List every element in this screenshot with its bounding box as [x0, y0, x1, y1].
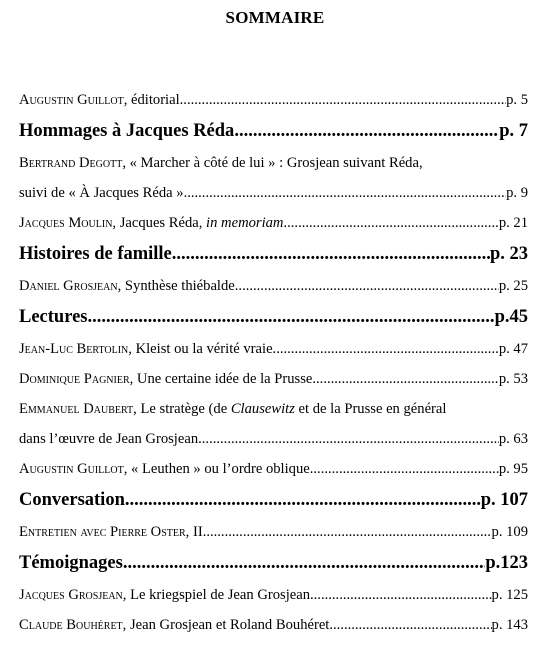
- toc-entry-text: [19, 85, 180, 115]
- dot-leader: [180, 85, 506, 115]
- toc-page-number: p. 125: [491, 587, 528, 603]
- dot-leader: [312, 364, 498, 394]
- table-of-contents: [19, 85, 528, 640]
- toc-page-number: p. 21: [498, 215, 528, 231]
- toc-section-heading: [19, 484, 528, 517]
- toc-title: Le stratège (de: [140, 401, 231, 417]
- toc-section-title: Témoignages: [19, 553, 123, 573]
- toc-entry: [19, 334, 528, 364]
- dot-leader: [198, 424, 499, 454]
- toc-separator: ,: [117, 278, 125, 294]
- dot-leader: [310, 580, 492, 610]
- toc-author: Dominique Pagnier: [19, 371, 130, 387]
- dot-leader: [203, 517, 492, 547]
- toc-title: Une certaine idée de la Prusse: [136, 371, 313, 387]
- toc-author: Bertrand Degott: [19, 155, 123, 171]
- toc-page-number: p. 53: [498, 371, 528, 387]
- toc-entry-line: [19, 394, 528, 424]
- dot-leader: [329, 610, 491, 640]
- toc-section-title: Conversation: [19, 490, 125, 510]
- toc-title: éditorial: [131, 92, 180, 108]
- toc-page-number: p.45: [494, 307, 528, 327]
- toc-title: suivi de « À Jacques Réda »: [19, 185, 184, 201]
- toc-section-heading: [19, 301, 528, 334]
- toc-title: Jean Grosjean et Roland Bouhéret: [129, 617, 330, 633]
- dot-leader: [172, 238, 490, 271]
- dot-leader: [235, 271, 499, 301]
- toc-page-number: p. 7: [499, 121, 528, 141]
- toc-entry: [19, 454, 528, 484]
- toc-title: « Marcher à côté de lui » : Grosjean suivant Réda,: [129, 155, 423, 171]
- toc-author: Entretien avec Pierre Oster, II: [19, 524, 203, 540]
- toc-entry-text: [19, 610, 329, 640]
- toc-entry: [19, 178, 528, 208]
- toc-entry: [19, 424, 528, 454]
- toc-author: Jacques Moulin: [19, 215, 113, 231]
- toc-section-heading: [19, 547, 528, 580]
- dot-leader: [283, 208, 498, 238]
- dot-leader: [125, 484, 481, 517]
- toc-entry-line: [19, 148, 528, 178]
- toc-page-number: p. 23: [489, 244, 528, 264]
- toc-page-number: p. 95: [498, 461, 528, 477]
- toc-section-title: Lectures: [19, 307, 88, 327]
- toc-entry: [19, 85, 528, 115]
- toc-section-title: Hommages à Jacques Réda: [19, 121, 235, 141]
- page-title: SOMMAIRE: [225, 8, 325, 27]
- toc-title: Kleist ou la vérité vraie: [135, 341, 273, 357]
- toc-separator: ,: [123, 92, 132, 108]
- toc-title: « Leuthen » ou l’ordre oblique: [131, 461, 310, 477]
- toc-page-number: p. 9: [506, 185, 528, 201]
- toc-separator: ,: [112, 215, 120, 231]
- toc-author: Jacques Grosjean: [19, 587, 123, 603]
- toc-title-italic: in memoriam: [206, 215, 284, 231]
- toc-section-title: Histoires de famille: [19, 244, 172, 264]
- toc-section-heading: [19, 115, 528, 148]
- toc-page-number: p. 107: [480, 490, 528, 510]
- toc-author: Augustin Guillot: [19, 461, 124, 477]
- toc-entry: [19, 580, 528, 610]
- toc-page-number: p.123: [485, 553, 528, 573]
- toc-separator: ,: [122, 155, 130, 171]
- toc-entry-text: [19, 271, 235, 301]
- toc-title: Jacques Réda,: [119, 215, 207, 231]
- toc-page-number: p. 143: [491, 617, 528, 633]
- dot-leader: [310, 454, 499, 484]
- toc-entry-text: [19, 580, 310, 610]
- toc-separator: ,: [129, 371, 137, 387]
- toc-author: Augustin Guillot: [19, 92, 124, 108]
- dot-leader: [234, 115, 499, 148]
- toc-separator: ,: [128, 341, 136, 357]
- dot-leader: [273, 334, 499, 364]
- toc-author: Daniel Grosjean: [19, 278, 118, 294]
- toc-author: Jean-Luc Bertolin: [19, 341, 129, 357]
- toc-entry: [19, 517, 528, 547]
- toc-page-number: p. 5: [506, 92, 528, 108]
- toc-separator: ,: [122, 617, 130, 633]
- toc-title: et de la Prusse en général: [294, 401, 447, 417]
- toc-title: dans l’œuvre de Jean Grosjean: [19, 431, 199, 447]
- toc-entry-text: [19, 364, 312, 394]
- toc-page-number: p. 47: [498, 341, 528, 357]
- toc-page-number: p. 25: [498, 278, 528, 294]
- toc-entry: [19, 208, 528, 238]
- toc-author: Claude Bouhéret: [19, 617, 123, 633]
- toc-entry: [19, 364, 528, 394]
- toc-title: Le kriegspiel de Jean Grosjean: [130, 587, 310, 603]
- toc-entry-text: [19, 208, 283, 238]
- dot-leader: [184, 178, 507, 208]
- toc-page-number: p. 109: [491, 524, 528, 540]
- toc-entry-text: [19, 334, 273, 364]
- toc-entry: [19, 610, 528, 640]
- toc-separator: ,: [133, 401, 141, 417]
- toc-author: Emmanuel Daubert: [19, 401, 134, 417]
- toc-page-number: p. 63: [498, 431, 528, 447]
- toc-section-heading: [19, 238, 528, 271]
- toc-entry: [19, 271, 528, 301]
- toc-title: Synthèse thiébalde: [124, 278, 235, 294]
- toc-title-italic: Clausewitz: [230, 401, 295, 417]
- toc-separator: ,: [122, 587, 131, 603]
- toc-separator: ,: [123, 461, 132, 477]
- dot-leader: [88, 301, 495, 334]
- toc-entry-text: [19, 454, 310, 484]
- dot-leader: [123, 547, 486, 580]
